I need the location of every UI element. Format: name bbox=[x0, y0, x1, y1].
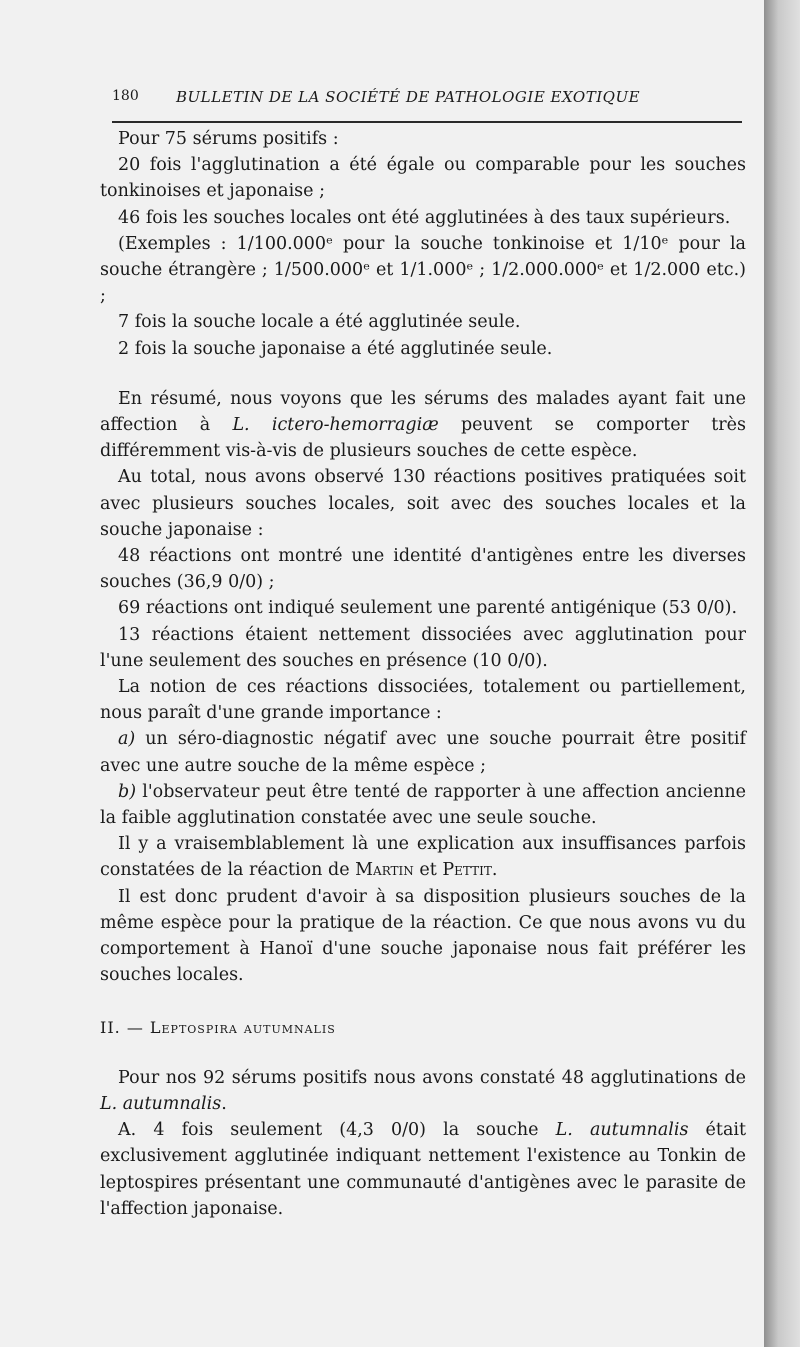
paragraph: Il est donc prudent d'avoir à sa disposition plusieurs souches de la même espèce pour la pratique de la réaction. Ce que nous avons vu du comportement à Hanoï d'une souche japonaise nous fait préférer les souches locales. bbox=[100, 886, 746, 986]
author-name: Pettit bbox=[442, 860, 492, 881]
paragraph: a) un séro-diagnostic négatif avec une souche pourrait être positif avec une autre souche de la même espèce ; bbox=[100, 729, 746, 776]
running-title: BULLETIN DE LA SOCIÉTÉ DE PATHOLOGIE EXOTIQUE bbox=[176, 88, 641, 106]
paragraph: (Exemples : 1/100.000ᵉ pour la souche tonkinoise et 1/10ᵉ pour la souche étrangère ; 1/500.000ᵉ et 1/1.000ᵉ ; 1/2.000.000ᵉ et 1/2.000 etc.) ; bbox=[100, 233, 746, 307]
paragraph: En résumé, nous voyons que les sérums des malades ayant fait une affection à L. ictero-hemorragiæ peuvent se comporter très différemment vis-à-vis de plusieurs souches de cette espèce. bbox=[100, 388, 746, 462]
author-name: Martin bbox=[355, 860, 414, 881]
paragraph: 20 fois l'agglutination a été égale ou comparable pour les souches tonkinoises et japonaise ; bbox=[100, 155, 746, 202]
paragraph: Pour nos 92 sérums positifs nous avons constaté 48 agglutinations de L. autumnalis. bbox=[100, 1067, 746, 1114]
paragraph: b) l'observateur peut être tenté de rapporter à une affection ancienne la faible agglutination constatée avec une seule souche. bbox=[100, 781, 746, 829]
list-label: b) bbox=[118, 781, 137, 802]
paragraph: Pour 75 sérums positifs : bbox=[118, 129, 339, 149]
paragraph: La notion de ces réactions dissociées, totalement ou partiellement, nous paraît d'une grande importance : bbox=[100, 677, 746, 724]
species-name: L. ictero-hemorragiæ bbox=[232, 415, 439, 436]
paragraph: A. 4 fois seulement (4,3 0/0) la souche L. autumnalis était exclusivement agglutinée indiquant nettement l'existence au Tonkin de leptospires présentant une communauté d'antigènes avec le parasite de l'affection japonaise. bbox=[100, 1120, 747, 1219]
section-heading: II. — Leptospira autumnalis bbox=[100, 1017, 336, 1037]
paragraph: 13 réactions étaient nettement dissociées avec agglutination pour l'une seulement des souches en présence (10 0/0). bbox=[100, 624, 746, 671]
list-label: a) bbox=[118, 729, 136, 750]
paragraph: 48 réactions ont montré une identité d'antigènes entre les diverses souches (36,9 0/0) ; bbox=[100, 546, 746, 593]
body-text bbox=[100, 126, 746, 1222]
paragraph: Au total, nous avons observé 130 réactions positives pratiquées soit avec plusieurs souches locales, soit avec des souches locales et la souche japonaise : bbox=[100, 467, 746, 540]
page-header bbox=[112, 88, 742, 110]
page-edge-shadow bbox=[764, 0, 800, 1347]
paragraph: 2 fois la souche japonaise a été agglutinée seule. bbox=[118, 338, 553, 359]
paragraph: 69 réactions ont indiqué seulement une parenté antigénique (53 0/0). bbox=[118, 598, 738, 619]
species-name: L. autumnalis bbox=[100, 1093, 222, 1114]
header-rule bbox=[112, 121, 742, 123]
paragraph: Il y a vraisemblablement là une explication aux insuffisances parfois constatées de la réaction de Martin et Pettit. bbox=[100, 834, 746, 881]
page-number: 180 bbox=[112, 88, 139, 104]
paragraph: 46 fois les souches locales ont été agglutinées à des taux supérieurs. bbox=[118, 207, 731, 228]
paragraph: 7 fois la souche locale a été agglutinée seule. bbox=[118, 312, 521, 333]
species-name: L. autumnalis bbox=[555, 1120, 689, 1141]
